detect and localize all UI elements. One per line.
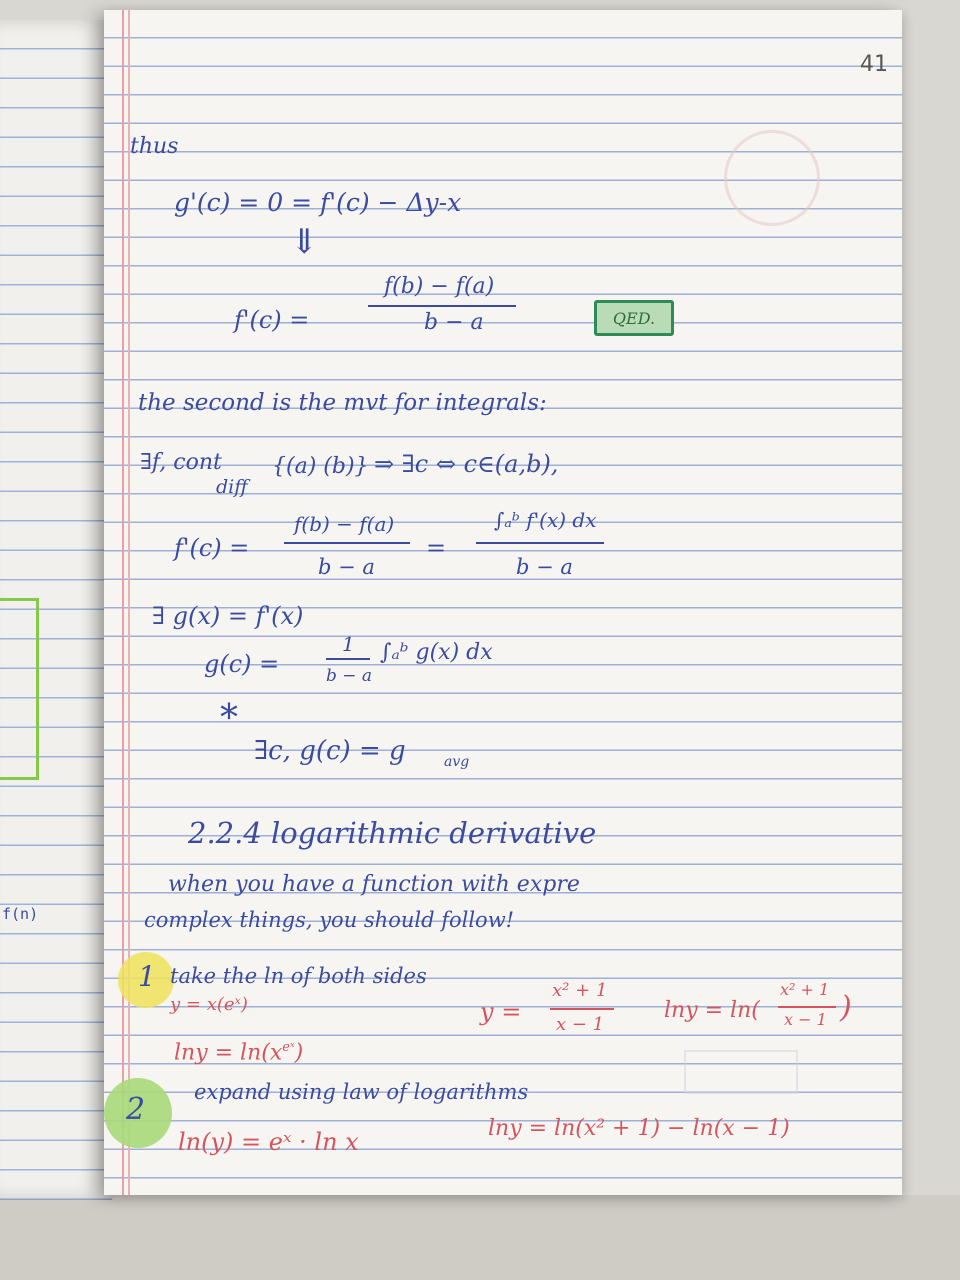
frac1-numerator: f(b) − f(a) bbox=[384, 274, 495, 299]
left-page-fragment: f(n) bbox=[2, 905, 39, 923]
step1-text: take the ln of both sides bbox=[170, 964, 427, 988]
example1-red-ln bbox=[174, 1040, 303, 1065]
frac2-bar bbox=[284, 542, 410, 544]
margin-line-secondary bbox=[128, 10, 130, 1195]
frac3-numerator: ∫ₐᵇ f'(x) dx bbox=[494, 508, 597, 532]
equals-sign: = bbox=[426, 534, 447, 562]
bleed-through-box bbox=[684, 1050, 798, 1094]
f-prime2-lhs: f'(c) = bbox=[174, 534, 250, 562]
complex-text: complex things, you should follow! bbox=[144, 908, 515, 932]
frac1-bar bbox=[368, 305, 516, 307]
example1-red-ln-close: ) bbox=[294, 1040, 304, 1066]
star-marker: * bbox=[220, 698, 238, 739]
mvt-intro-text: the second is the mvt for integrals: bbox=[138, 390, 547, 416]
bleed-through-circle bbox=[724, 130, 820, 226]
notebook-page bbox=[104, 10, 902, 1195]
exists-c-statement: ⇒ ∃c ⇔ c∈(a,b), bbox=[374, 450, 559, 478]
g-prime-equation: g'(c) = 0 = f'(c) − Δy-x bbox=[174, 188, 462, 217]
example1-red: y = x(eˣ) bbox=[170, 994, 248, 1015]
example2-y: y = bbox=[480, 998, 522, 1026]
example2-ln-numerator: x² + 1 bbox=[780, 980, 830, 999]
frac3-bar bbox=[476, 542, 604, 544]
desk-surface bbox=[0, 1195, 960, 1280]
frac2-numerator: f(b) − f(a) bbox=[294, 512, 395, 536]
gc-frac-bar bbox=[326, 658, 370, 660]
step2-number: 2 bbox=[126, 1092, 146, 1127]
frac1-denominator: b − a bbox=[424, 310, 484, 335]
margin-line bbox=[122, 10, 124, 1195]
frac2-denominator: b − a bbox=[318, 555, 375, 579]
example2-ln-close: ) bbox=[840, 990, 852, 1025]
example2-denominator: x − 1 bbox=[556, 1014, 605, 1035]
exists-f-cont: ∃f, cont bbox=[140, 450, 222, 475]
qed-box: QED. bbox=[594, 300, 674, 336]
exists-g-definition: ∃ g(x) = f'(x) bbox=[152, 602, 304, 630]
avg-subscript: avg bbox=[444, 754, 470, 770]
example4-red: lny = ln(x² + 1) − ln(x − 1) bbox=[488, 1116, 790, 1141]
exists-c-gavg: ∃c, g(c) = g bbox=[254, 736, 406, 766]
step2-text: expand using law of logarithms bbox=[194, 1080, 529, 1104]
example2-ln: lny = ln( bbox=[664, 998, 760, 1023]
implies-arrow: ⇓ bbox=[290, 222, 319, 262]
left-notebook-page bbox=[0, 20, 114, 1200]
example3-red: ln(y) = eˣ · ln x bbox=[178, 1128, 359, 1156]
step1-number: 1 bbox=[138, 960, 156, 993]
section-title: 2.2.4 logarithmic derivative bbox=[188, 816, 597, 850]
gc-lhs: g(c) = bbox=[204, 650, 280, 678]
f-prime-lhs: f'(c) = bbox=[234, 306, 310, 334]
left-page-green-box bbox=[0, 598, 39, 780]
example1-red-ln-base: lny = ln(x bbox=[174, 1040, 283, 1066]
example2-ln-bar bbox=[778, 1006, 836, 1008]
gc-frac-denominator: b − a bbox=[326, 666, 373, 686]
gc-frac-numerator: 1 bbox=[342, 632, 355, 656]
diff-label: diff bbox=[216, 476, 248, 498]
thus-label: thus bbox=[130, 134, 179, 159]
example1-red-ln-exponent: eˣ bbox=[282, 1040, 295, 1055]
interval-braces: {(a) (b)} bbox=[272, 454, 369, 479]
example2-ln-denominator: x − 1 bbox=[784, 1010, 827, 1029]
page-number: 41 bbox=[860, 52, 888, 77]
when-text: when you have a function with expre bbox=[168, 872, 580, 897]
example2-numerator: x² + 1 bbox=[552, 980, 608, 1001]
gc-integral: ∫ₐᵇ g(x) dx bbox=[380, 640, 493, 665]
frac3-denominator: b − a bbox=[516, 555, 573, 579]
example2-bar bbox=[550, 1008, 614, 1010]
